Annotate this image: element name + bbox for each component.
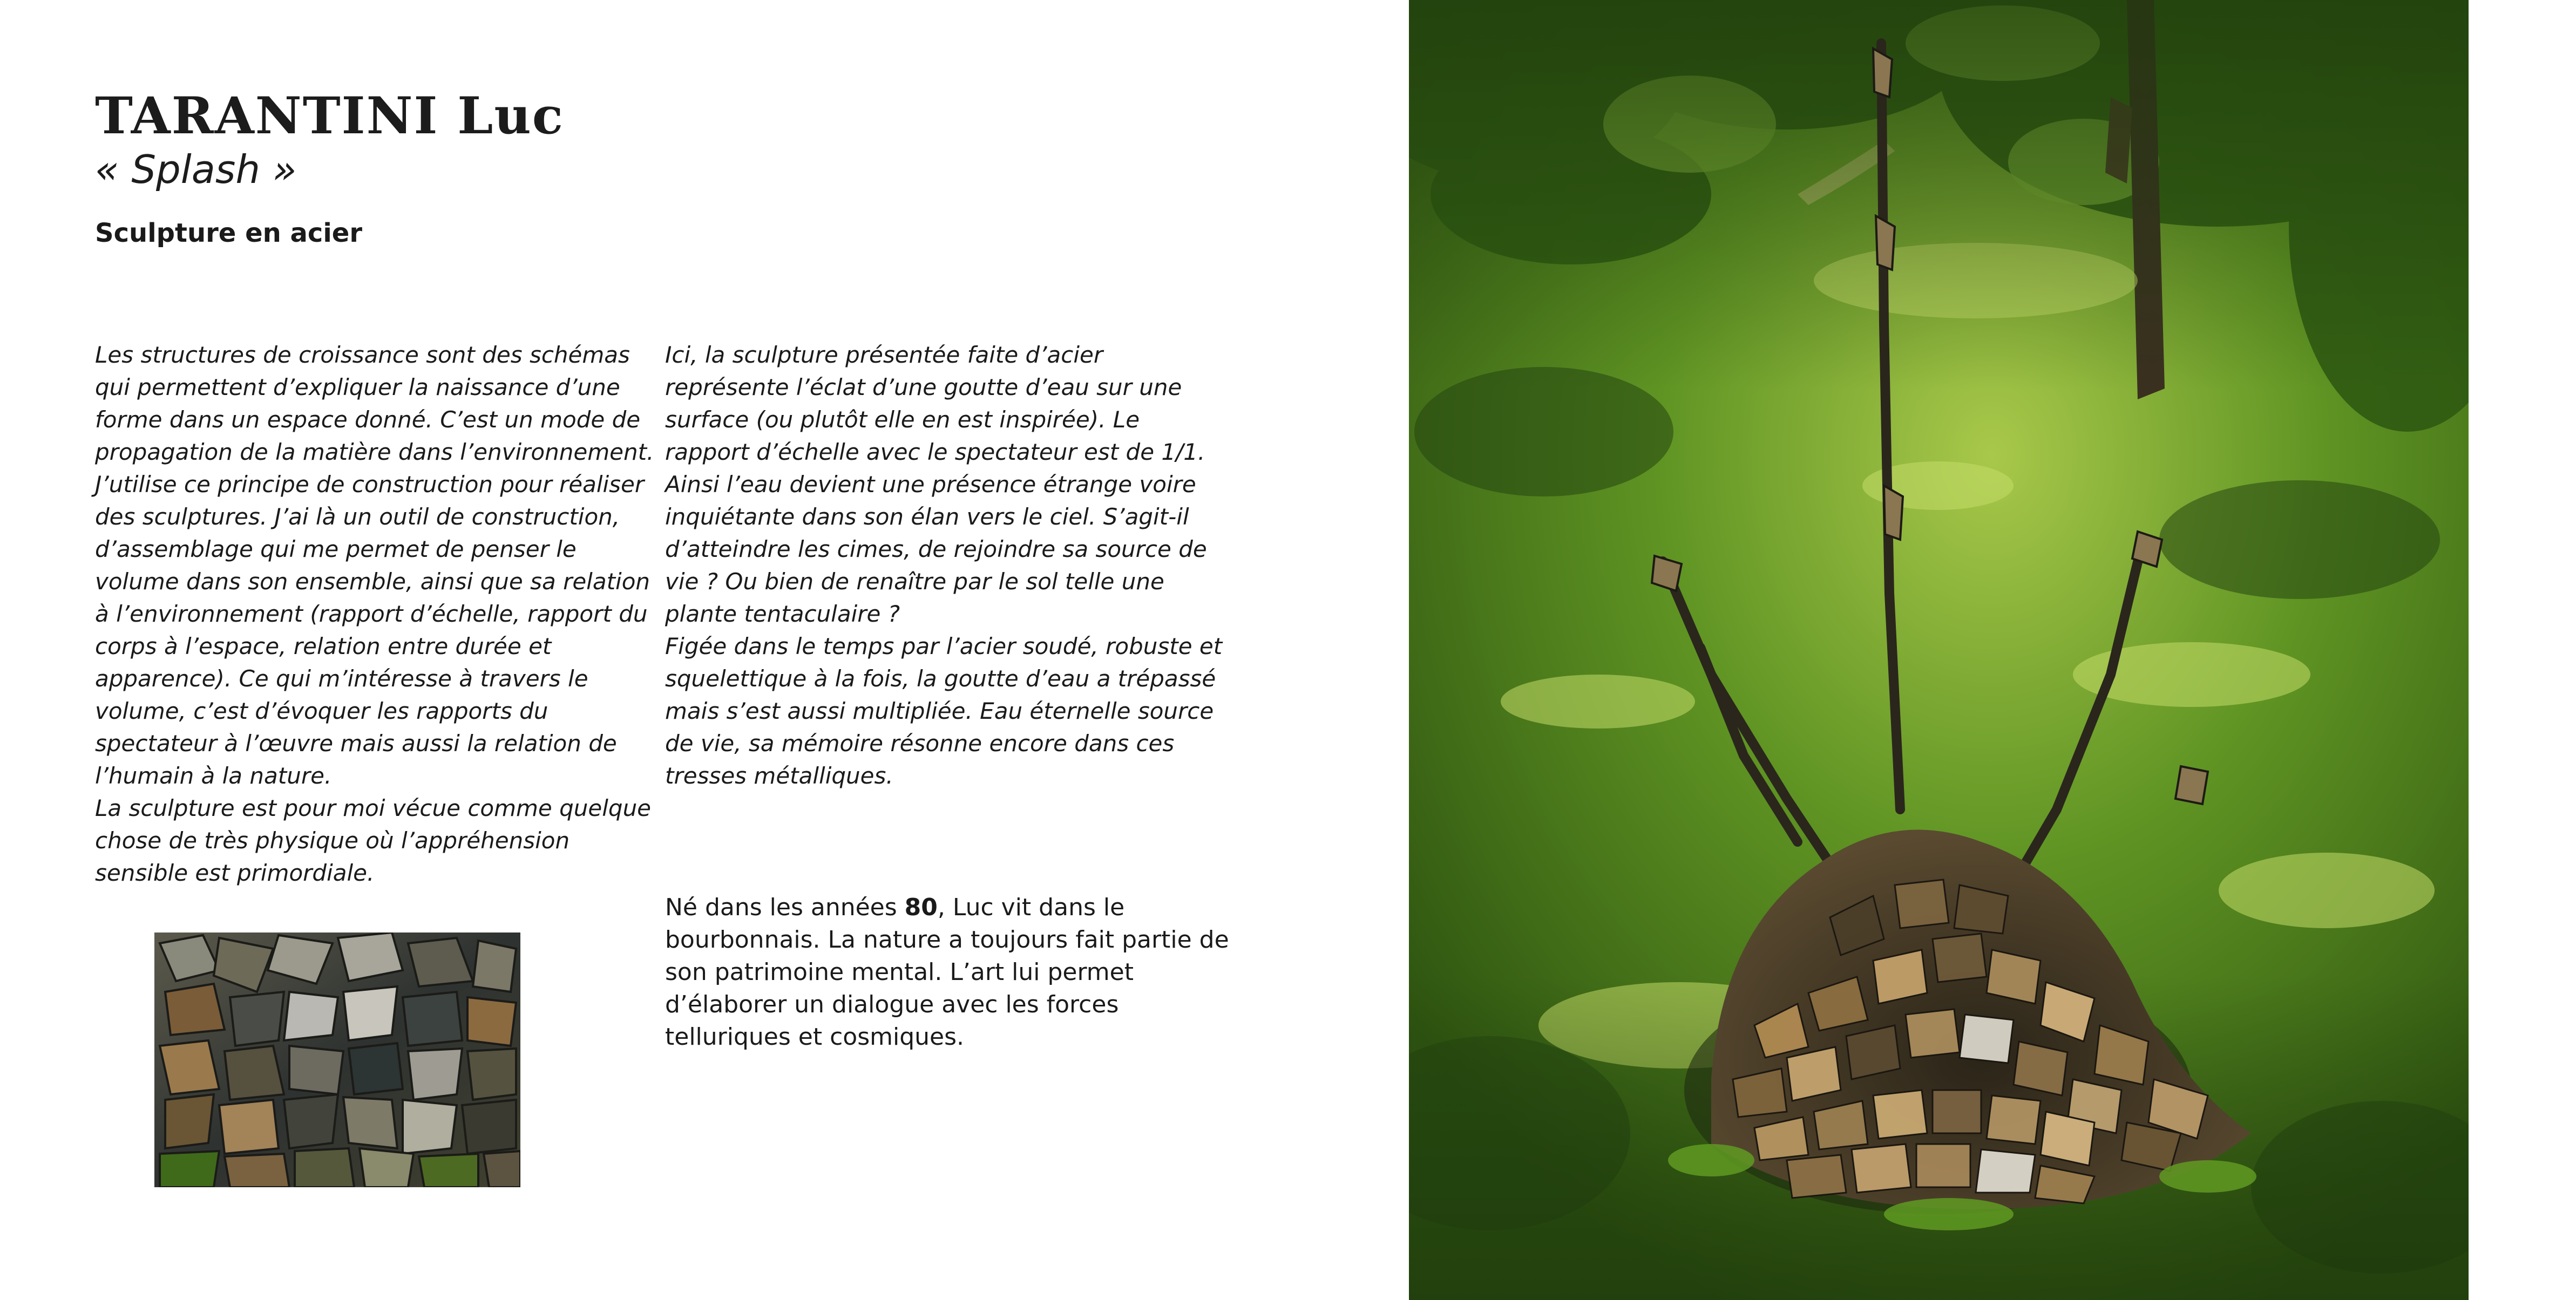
statement-paragraph: Ici, la sculpture présentée faite d’acier représente l’éclat d’une goutte d’eau sur une surface (ou plutôt elle en est inspirée). Le rapport d’échelle avec le spectateur est de 1/1. Ainsi l’eau devient une présence étrange voire inquiétante dans son élan vers le ciel. S’agit-il d’atteindre les cimes, de rejoindre sa source de vie ? Ou bien de renaître par le sol telle une plante tentaculaire ?: [665, 342, 1207, 627]
statement-paragraph: Les structures de croissance sont des schémas qui permettent d’expliquer la naissance d’une forme dans un espace donné. C’est un mode de propagation de la matière dans l’environnement.: [95, 342, 654, 465]
medium-label: Sculpture en acier: [95, 218, 363, 248]
work-title: « Splash »: [95, 147, 297, 192]
statement-paragraph: La sculpture est pour moi vécue comme quelque chose de très physique où l’appréhension sensible est primordiale.: [95, 795, 652, 886]
steel-facets-image: [154, 933, 520, 1187]
statement-column-right: [665, 339, 1226, 792]
artist-name: TARANTINI Luc: [95, 86, 564, 146]
statement-column-left: [95, 339, 656, 889]
sculpture-in-grass-image: [1409, 0, 2469, 1300]
sculpture-garden-photo: [1409, 0, 2469, 1300]
sculpture-detail-photo: [154, 933, 520, 1187]
bio-text-start: Né dans les années: [665, 894, 905, 921]
artist-bio: [665, 891, 1237, 1053]
statement-paragraph: J’utilise ce principe de construction pour réaliser des sculptures. J’ai là un outil de construction, d’assemblage qui me permet de penser le volume dans son ensemble, ainsi que sa relation à l’environnement (rapport d’échelle, rapport du corps à l’espace, relation entre durée et apparence). Ce qui m’intéresse à travers le volume, c’est d’évoquer les rapports du spectateur à l’œuvre mais aussi la relation de l’humain à la nature.: [95, 471, 650, 789]
bio-text-end: , Luc vit dans le bourbonnais. La nature a toujours fait partie de son patrimoine mental. L’art lui permet d’élaborer un dialogue avec les forces telluriques et cosmiques.: [665, 894, 1229, 1051]
statement-paragraph: Figée dans le temps par l’acier soudé, robuste et squelettique à la fois, la goutte d’eau a trépassé mais s’est aussi multipliée. Eau éternelle source de vie, sa mémoire résonne encore dans ces tresses métalliques.: [665, 633, 1223, 789]
bio-decade: 80: [904, 894, 938, 921]
